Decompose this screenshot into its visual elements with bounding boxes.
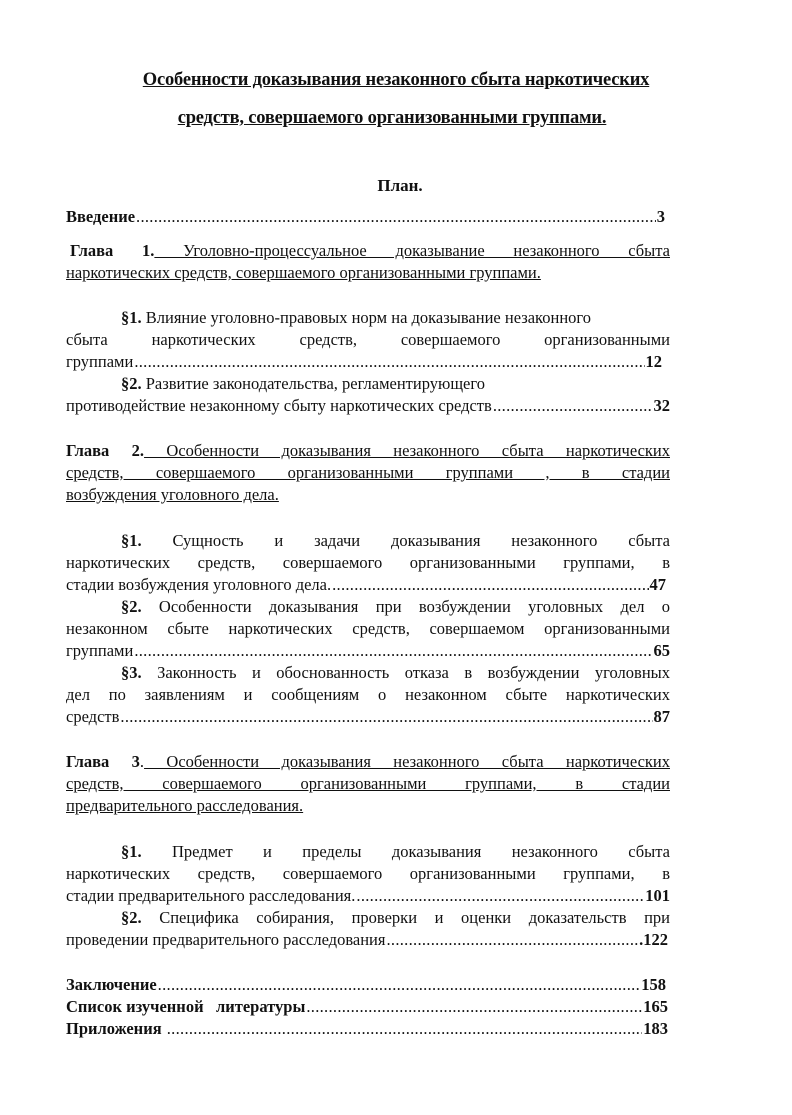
dot-leader [386, 929, 638, 951]
section-number: §2. [121, 597, 142, 616]
section-number: §3. [121, 663, 142, 682]
chapter-2-heading [66, 440, 670, 462]
toc-page-number: 87 [653, 707, 670, 726]
section-title: Предмет и пределы доказывания незаконного сбыта [141, 842, 670, 861]
dot-leader [158, 974, 641, 996]
section-number: §1. [121, 531, 142, 550]
dot-leader [167, 1018, 643, 1040]
chapter-1-section-1 [121, 307, 670, 329]
chapter-1-section-2 [121, 373, 670, 395]
chapter-title: Особенности доказывания незаконного сбыта наркотических [144, 441, 670, 460]
chapter-2-section-3-line-3 [66, 706, 670, 728]
dot-leader [136, 206, 656, 228]
chapter-3-title-line-2: средств, совершаемого организованными группами, в стадии [66, 774, 670, 793]
toc-label: стадии предварительного расследования. [66, 886, 356, 905]
section-number: §1. [121, 842, 142, 861]
toc-page-number: 183 [643, 1019, 668, 1038]
chapter-label: Глава 3 [66, 752, 140, 771]
section-title: Развитие законодательства, регламентирующего [141, 374, 485, 393]
chapter-2-section-2 [121, 596, 670, 618]
toc-label: Приложения [66, 1019, 166, 1038]
section-title: Особенности доказывания при возбуждении уголовных дел о [141, 597, 670, 616]
chapter-2-title-line-3: возбуждения уголовного дела. [66, 485, 279, 504]
chapter-3-section-1-line-2: наркотических средств, совершаемого организованными группами, в [66, 864, 670, 883]
plan-heading: План. [377, 176, 423, 195]
section-number: §2. [121, 908, 142, 927]
section-number: §1. [121, 308, 142, 327]
chapter-2-section-2-line-2: незаконном сбыте наркотических средств, совершаемом организованными [66, 619, 670, 638]
toc-entry-introduction [66, 206, 665, 228]
chapter-2-section-2-line-3 [66, 640, 670, 662]
dot-leader [332, 574, 648, 596]
chapter-2-section-1-line-2: наркотических средств, совершаемого организованными группами, в [66, 553, 670, 572]
section-number: §2. [121, 374, 142, 393]
document-title-line-2: средств, совершаемого организованными группами. [177, 108, 607, 128]
chapter-1-heading [70, 240, 670, 262]
chapter-1-section-1-line-2: сбыта наркотических средств, совершаемого организованными [66, 330, 670, 349]
toc-label: Список изученной литературы [66, 997, 306, 1016]
toc-label: Введение [66, 207, 136, 226]
toc-page-number: 32 [653, 396, 670, 415]
chapter-1-title-line-2: наркотических средств, совершаемого организованными группами. [66, 263, 541, 282]
toc-entry-appendices [66, 1018, 668, 1040]
toc-page-number: 158 [641, 975, 666, 994]
toc-label: группами [66, 641, 134, 660]
toc-entry-conclusion [66, 974, 666, 996]
chapter-2-section-3 [121, 662, 670, 684]
chapter-2-section-1 [121, 530, 670, 552]
toc-label: проведении предварительного расследования [66, 930, 386, 949]
chapter-2-section-1-line-3 [66, 574, 666, 596]
chapter-title: Особенности доказывания незаконного сбыта наркотических [144, 752, 670, 771]
section-title: Законность и обоснованность отказа в возбуждении уголовных [141, 663, 670, 682]
chapter-2-title-line-2: средств, совершаемого организованными группами , в стадии [66, 463, 670, 482]
document-title-line-1: Особенности доказывания незаконного сбыта наркотических [142, 70, 650, 90]
toc-entry-bibliography [66, 996, 668, 1018]
toc-page-number: 3 [656, 207, 665, 226]
chapter-3-section-1-line-3 [66, 885, 670, 907]
chapter-3-title-line-3: предварительного расследования. [66, 796, 304, 815]
toc-page-number: .122 [639, 930, 668, 949]
chapter-label-punct: . [139, 752, 145, 771]
chapter-3-heading [66, 751, 670, 773]
chapter-label: Глава 2. [66, 441, 145, 460]
toc-page-number: 65 [653, 641, 670, 660]
toc-label: средств [66, 707, 120, 726]
dot-leader [356, 885, 644, 907]
toc-label: стадии возбуждения уголовного дела. [66, 575, 332, 594]
section-title: Влияние уголовно-правовых норм на доказывание незаконного [141, 308, 592, 327]
toc-page-number: 12 [645, 352, 662, 371]
chapter-3-section-1 [121, 841, 670, 863]
chapter-3-section-2 [121, 907, 670, 929]
section-title: Сущность и задачи доказывания незаконного сбыта [141, 531, 670, 550]
toc-label: группами [66, 352, 134, 371]
dot-leader [134, 351, 644, 373]
dot-leader [134, 640, 652, 662]
chapter-3-section-2-line-2 [66, 929, 668, 951]
dot-leader [493, 395, 653, 417]
toc-label: противодействие незаконному сбыту наркотических средств [66, 396, 492, 415]
chapter-1-section-1-line-3 [66, 351, 662, 373]
chapter-title: Уголовно-процессуальное доказывание незаконного сбыта [154, 241, 670, 260]
toc-page-number: 101 [645, 886, 670, 905]
chapter-2-section-3-line-2: дел по заявлениям и сообщениям о незаконном сбыте наркотических [66, 685, 670, 704]
dot-leader [306, 996, 642, 1018]
section-title: Специфика собирания, проверки и оценки доказательств при [141, 908, 670, 927]
chapter-label: Глава 1. [70, 241, 155, 260]
toc-page-number: 47 [649, 575, 666, 594]
toc-page-number: 165 [643, 997, 668, 1016]
chapter-1-section-2-line-2 [66, 395, 670, 417]
toc-label: Заключение [66, 975, 157, 994]
dot-leader [120, 706, 652, 728]
